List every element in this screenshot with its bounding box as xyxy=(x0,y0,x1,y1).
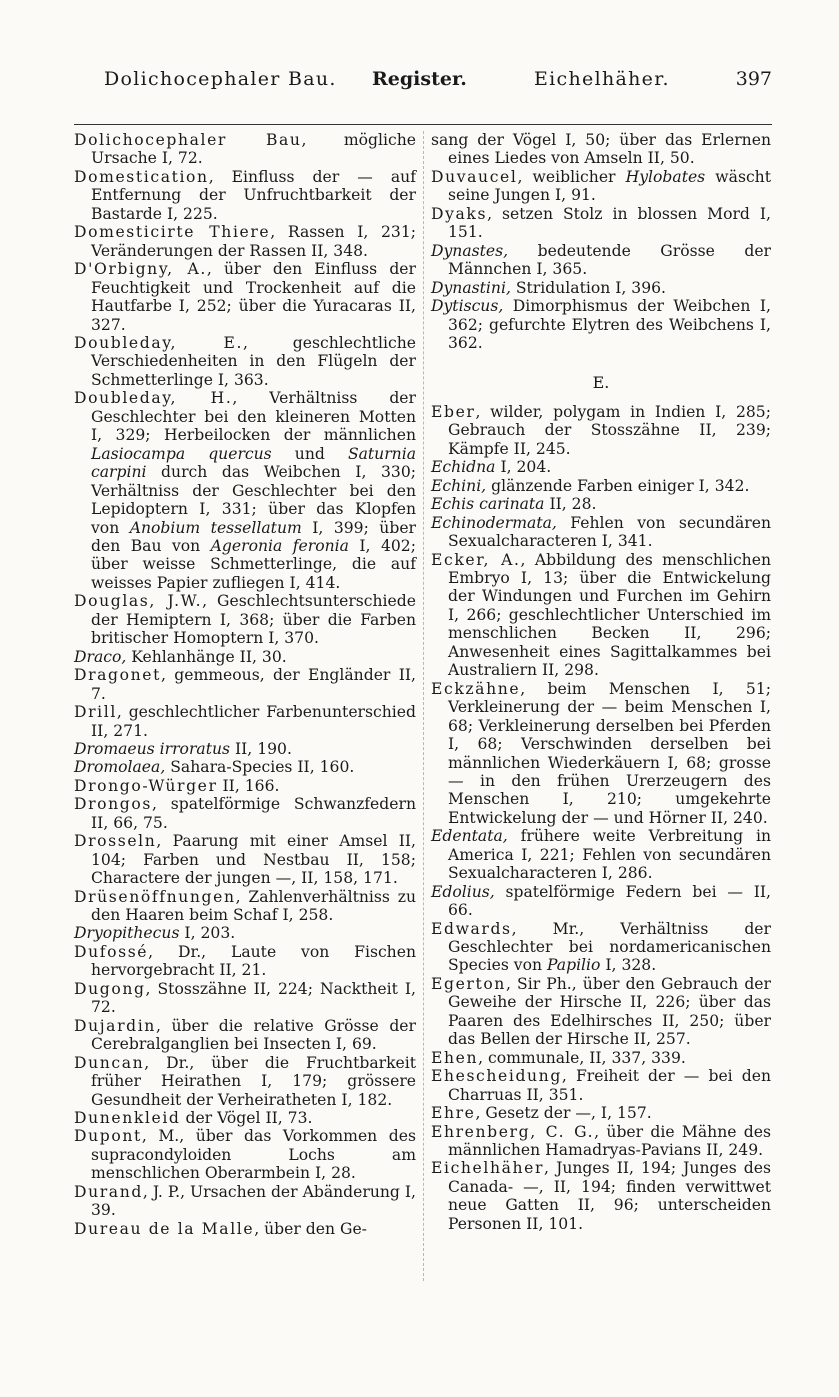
entry-italic-term: Dytiscus, xyxy=(431,297,504,316)
entry-italic-term: Dynastes, xyxy=(431,241,509,260)
entry-keyword: Duvaucel xyxy=(431,167,518,186)
entry-keyword: Duncan xyxy=(74,1053,145,1072)
header-right-keyword: Eichelhäher. xyxy=(534,68,670,90)
entry-text: , spatelförmige Schwanzfedern II, 66, 75. xyxy=(91,795,416,832)
index-entry xyxy=(431,205,771,242)
entry-text: , Rassen I, 231; Veränderungen der Rassen II, 348. xyxy=(91,223,417,260)
entry-keyword: Ehrenberg, C. G. xyxy=(431,1122,595,1141)
entry-text: Stridulation I, 396. xyxy=(510,278,666,297)
entry-keyword: Egerton xyxy=(431,974,506,993)
entry-keyword: Drongos xyxy=(74,795,152,814)
entry-keyword: Dupont xyxy=(74,1127,142,1146)
entry-keyword: Eber xyxy=(431,402,476,421)
entry-text: , beim Menschen I, 51; Verkleinerung der — beim Menschen I, 68; Verkleinerung derselben bei Pferden I, 68; Verschwinden derselben bei männlichen Wiederkäuern I, 68; grosse — in den frühen Urerzeugern des Menschen I, 210; umgekehrte Entwickelung der — und Hörner II, 240. xyxy=(448,679,771,827)
entry-text: , Junges II, 194; Junges des Canada- —, II, 194; finden verwittwet neue Gatten II, 96; unterscheiden Personen II, 101. xyxy=(448,1159,771,1233)
index-entry xyxy=(74,592,416,647)
entry-keyword: Domesticirte Thiere xyxy=(74,223,271,242)
page-number: 397 xyxy=(735,68,772,90)
entry-text: Dimorphismus der Weibchen I, 362; gefurchte Elytren des Weibchens I, 362. xyxy=(448,297,771,352)
index-entry xyxy=(74,980,416,1017)
entry-keyword: Drongo-Würger xyxy=(74,776,218,795)
entry-text: , Freiheit der — bei den Charruas II, 351. xyxy=(448,1067,771,1104)
entry-text: Fehlen von secundären Sexualcharacteren I, 341. xyxy=(448,513,771,551)
entry-text: , wilder, polygam in Indien I, 285; Gebrauch der Stosszähne II, 239; Kämpfe II, 245. xyxy=(448,402,771,458)
entry-text: , Mr., Verhältniss der Geschlechter bei nordamericanischen Species von xyxy=(448,919,771,975)
index-entry xyxy=(74,131,416,168)
index-entry xyxy=(74,703,416,740)
index-entry xyxy=(431,1159,771,1233)
entry-keyword: Dugong xyxy=(74,979,146,998)
running-header xyxy=(104,68,772,98)
index-entry xyxy=(431,680,771,828)
entry-keyword: Domestication xyxy=(74,167,209,186)
index-entry xyxy=(74,666,416,703)
index-entry xyxy=(74,832,416,887)
index-entry xyxy=(74,1183,416,1220)
entry-text: , Dr., Laute von Fischen hervorgebracht II, 21. xyxy=(91,942,416,980)
entry-keyword: Dragonet xyxy=(74,666,161,685)
entry-italic-term: Echis carinata xyxy=(431,495,545,514)
index-entry xyxy=(74,1017,416,1054)
entry-text: I, 328. xyxy=(600,956,657,975)
index-entry xyxy=(431,1104,771,1122)
entry-keyword: Ehen xyxy=(431,1048,479,1067)
entry-keyword: Dunenkleid xyxy=(74,1109,181,1128)
entry-text: , über den Einfluss der Feuchtigkeit und Trockenheit auf die Hautfarbe I, 252; über die Yuracaras II, 327. xyxy=(91,260,416,334)
entry-keyword: D'Orbigny, A. xyxy=(74,260,207,279)
entry-italic-term: Anobium tessellatum xyxy=(129,518,302,537)
index-entry xyxy=(74,740,416,758)
entry-text: II, 190. xyxy=(230,739,292,758)
index-entry xyxy=(74,924,416,942)
entry-keyword: Dufossé xyxy=(74,942,149,961)
entry-keyword: Ehre xyxy=(431,1104,476,1123)
index-entry xyxy=(74,223,416,260)
entry-text: , M., über das Vorkommen des supracondyloiden Lochs am menschlichen Oberarmbein I, 28. xyxy=(91,1127,416,1183)
entry-text: frühere weite Verbreitung in America I, 221; Fehlen von secundären Sexualcharacteren I, 286. xyxy=(448,827,771,883)
entry-text: Kehlanhänge II, 30. xyxy=(126,647,287,666)
entry-text: , mögliche Ursache I, 72. xyxy=(91,131,416,168)
left-column xyxy=(74,131,416,1238)
index-entry xyxy=(74,334,416,389)
index-entry xyxy=(74,389,416,592)
index-entry xyxy=(74,1127,416,1182)
entry-keyword: Eckzähne xyxy=(431,679,521,698)
index-entry xyxy=(74,1220,416,1238)
entry-italic-term: Edolius, xyxy=(431,882,495,901)
index-entry xyxy=(431,279,771,297)
section-letter: E. xyxy=(592,373,610,393)
entry-text: durch das Weibchen I, 330; Verhältniss der Geschlechter bei den Lepidoptern I, 331; über das Klopfen von xyxy=(91,463,416,537)
entry-keyword: Ecker, A. xyxy=(431,550,521,569)
entry-italic-term: Echidna xyxy=(431,458,496,477)
entry-keyword: Drill xyxy=(74,703,117,722)
entry-text: , weiblicher xyxy=(517,167,626,186)
entry-italic-term: Lasiocampa quercus xyxy=(91,444,272,463)
entry-keyword: Dolichocephaler Bau xyxy=(74,131,302,149)
index-entry xyxy=(431,975,771,1049)
right-e-entries xyxy=(431,403,771,1233)
entry-text: II, 166. xyxy=(217,776,280,795)
index-entry xyxy=(431,827,771,882)
entry-italic-term: Ageronia feronia xyxy=(210,536,349,555)
index-entry xyxy=(431,458,771,476)
entry-italic-term: Hylobates xyxy=(625,167,706,186)
entry-text: bedeutende Grösse der Männchen I, 365. xyxy=(448,241,771,279)
entry-text: wäscht seine Jungen I, 91. xyxy=(448,167,771,205)
entry-text: , Dr., über die Fruchtbarkeit früher Heirathen I, 179; grössere Gesundheit der Verheiratheten I, 182. xyxy=(91,1053,416,1109)
entry-italic-term: Dynastini, xyxy=(431,278,511,297)
index-entry xyxy=(431,1123,771,1160)
entry-keyword: Durand xyxy=(74,1182,143,1201)
index-entry xyxy=(431,551,771,680)
index-entry xyxy=(431,920,771,975)
entry-text: I, 203. xyxy=(179,924,236,943)
entry-keyword: Douglas, J.W. xyxy=(74,592,203,611)
index-entry xyxy=(74,758,416,776)
entry-italic-term: Draco, xyxy=(74,647,127,666)
entry-text: , communale, II, 337, 339. xyxy=(478,1048,686,1067)
entry-keyword: Ehescheidung xyxy=(431,1067,562,1086)
entry-text: spatelförmige Federn bei — II, 66. xyxy=(448,882,771,920)
right-d-entries xyxy=(431,131,771,352)
entry-italic-term: Saturnia carpini xyxy=(91,444,417,482)
entry-text: glänzende Farben einiger I, 342. xyxy=(486,476,750,495)
entry-text: , Abbildung des menschlichen Embryo I, 13; über die Entwickelung der Windungen und Furchen im Gehirn I, 266; geschlechtlicher Unterschied im menschlichen Becken II, 296; Anwesenheit eines Sagittalkammes bei Australiern II, 298. xyxy=(448,550,771,680)
index-entry xyxy=(74,777,416,795)
index-entry xyxy=(431,477,771,495)
entry-text: , Stosszähne II, 224; Nacktheit I, 72. xyxy=(91,979,416,1017)
index-entry xyxy=(74,795,416,832)
index-entry xyxy=(74,260,416,334)
index-entry xyxy=(74,168,416,223)
index-entry xyxy=(431,403,771,458)
entry-italic-term: Dromolaea, xyxy=(74,758,166,777)
index-entry xyxy=(431,1049,771,1067)
entry-text: I, 204. xyxy=(495,458,552,477)
entry-italic-term: Echini, xyxy=(431,476,487,495)
entry-text: der Vögel II, 73. xyxy=(180,1109,313,1128)
entry-keyword: Dujardin xyxy=(74,1016,156,1035)
entry-italic-term: Edentata, xyxy=(431,827,508,846)
entry-text: , Geschlechtsunterschiede der Hemiptern I, 368; über die Farben britischer Homoptern I, 370. xyxy=(91,592,416,648)
index-entry xyxy=(74,1109,416,1127)
index-entry xyxy=(431,495,771,513)
entry-keyword: Doubleday, E. xyxy=(74,333,244,352)
entry-text: , Zahlenverhältniss zu den Haaren beim Schaf I, 258. xyxy=(91,887,416,925)
header-rule xyxy=(74,124,772,125)
entry-text: , über den Ge- xyxy=(254,1219,367,1238)
entry-text: , über die relative Grösse der Cerebralganglien bei Insecten I, 69. xyxy=(91,1016,416,1054)
entry-text: , gemmeous, der Engländer II, 7. xyxy=(91,666,416,703)
index-entry xyxy=(431,242,771,279)
entry-text: , Verhältniss der Geschlechter bei den kleineren Motten I, 329; Herbeilocken der männlichen xyxy=(91,389,416,445)
index-entry xyxy=(431,131,771,168)
index-entry xyxy=(431,297,771,352)
entry-keyword: Doubleday, H. xyxy=(74,389,233,408)
index-entry xyxy=(431,883,771,920)
entry-text: II, 28. xyxy=(544,495,597,514)
entry-text: und xyxy=(271,444,348,463)
entry-italic-term: Dryopithecus xyxy=(74,924,180,943)
entry-text: , geschlechtlicher Farbenunterschied II, 271. xyxy=(91,703,416,740)
header-section-title: Register. xyxy=(372,68,467,90)
index-entry xyxy=(431,514,771,551)
header-left-keyword: Dolichocephaler Bau. xyxy=(104,68,337,90)
entry-keyword: Edwards xyxy=(431,919,512,938)
entry-text: sang der Vögel I, 50; über das Erlernen eines Liedes von Amseln II, 50. xyxy=(431,131,771,168)
entry-text: I, 402; über weisse Schmetterlinge, die auf weisses Papier zufliegen I, 414. xyxy=(91,536,416,592)
entry-text: Sahara-Species II, 160. xyxy=(165,758,355,777)
index-entry xyxy=(74,648,416,666)
entry-text: , Gesetz der —, I, 157. xyxy=(475,1104,652,1123)
index-entry xyxy=(74,888,416,925)
column-divider xyxy=(423,131,424,1281)
entry-text: I, 399; über den Bau von xyxy=(91,518,417,555)
entry-keyword: Eichelhäher xyxy=(431,1159,545,1178)
entry-text: , Sir Ph., über den Gebrauch der Geweihe der Hirsche II, 226; über das Paaren des Edelhirsches II, 250; über das Bellen der Hirsche II, 257. xyxy=(448,974,771,1049)
entry-keyword: Dureau de la Malle xyxy=(74,1219,255,1238)
entry-text: , geschlechtliche Verschiedenheiten in den Flügeln der Schmetterlinge I, 363. xyxy=(91,333,416,389)
entry-keyword: Drüsenöffnungen xyxy=(74,887,236,906)
index-entry xyxy=(74,1054,416,1109)
entry-text: , über die Mähne des männlichen Hamadryas-Pavians II, 249. xyxy=(448,1122,772,1160)
entry-text: , Einfluss der — auf Entfernung der Unfruchtbarkeit der Bastarde I, 225. xyxy=(91,167,416,223)
entry-italic-term: Papilio xyxy=(547,956,601,975)
index-entry xyxy=(431,1067,771,1104)
index-entry xyxy=(431,168,771,205)
entry-text: , setzen Stolz in blossen Mord I, 151. xyxy=(448,204,771,242)
entry-italic-term: Dromaeus irroratus xyxy=(74,739,231,758)
entry-text: , Paarung mit einer Amsel II, 104; Farben und Nestbau II, 158; Charactere der jungen —, II, 158, 171. xyxy=(91,832,416,888)
right-column xyxy=(431,131,771,1233)
entry-keyword: Drosseln xyxy=(74,832,157,851)
entry-italic-term: Echinodermata, xyxy=(431,513,557,532)
index-entry xyxy=(74,943,416,980)
entry-text: , J. P., Ursachen der Abänderung I, 39. xyxy=(91,1182,416,1220)
entry-keyword: Dyaks xyxy=(431,204,488,223)
